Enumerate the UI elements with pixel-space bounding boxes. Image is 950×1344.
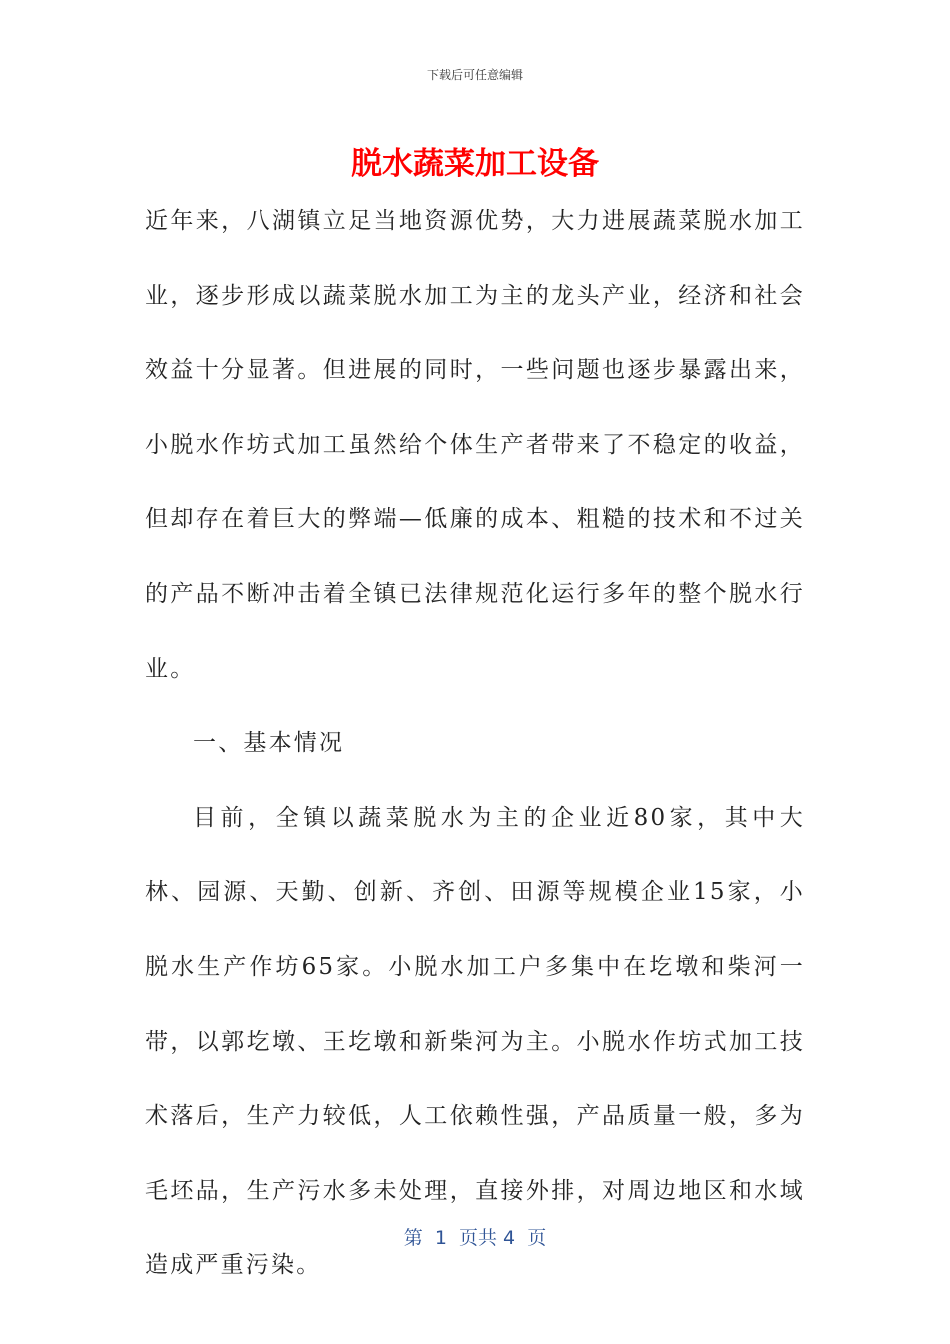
document-body [145, 184, 805, 1303]
document-title: 脱水蔬菜加工设备 [351, 146, 599, 182]
header-note: 下载后可任意编辑 [426, 68, 523, 82]
page-number-footer: 第 1 页共 4 页 [403, 1227, 547, 1249]
section-heading-basic-situation: 一、基本情况 [193, 730, 345, 757]
paragraph-current-status: 目前，全镇以蔬菜脱水为主的企业近80家，其中大林、园源、天勤、创新、齐创、田源等规模企业15家，小脱水生产作坊65家。小脱水加工户多集中在圪墩和柴河一带，以郭圪墩、王圪墩和新柴河为主。小脱水作坊式加工技术落后，生产力较低，人工依赖性强，产品质量一般，多为毛坯品，生产污水多未处理，直接外排，对周边地区和水域造成严重污染。 [145, 804, 805, 1279]
paragraph-intro: 近年来，八湖镇立足当地资源优势，大力进展蔬菜脱水加工业，逐步形成以蔬菜脱水加工为主的龙头产业，经济和社会效益十分显著。但进展的同时，一些问题也逐步暴露出来，小脱水作坊式加工虽然给个体生产者带来了不稳定的收益，但却存在着巨大的弊端—低廉的成本、粗糙的技术和不过关的产品不断冲击着全镇已法律规范化运行多年的整个脱水行业。 [145, 208, 805, 682]
